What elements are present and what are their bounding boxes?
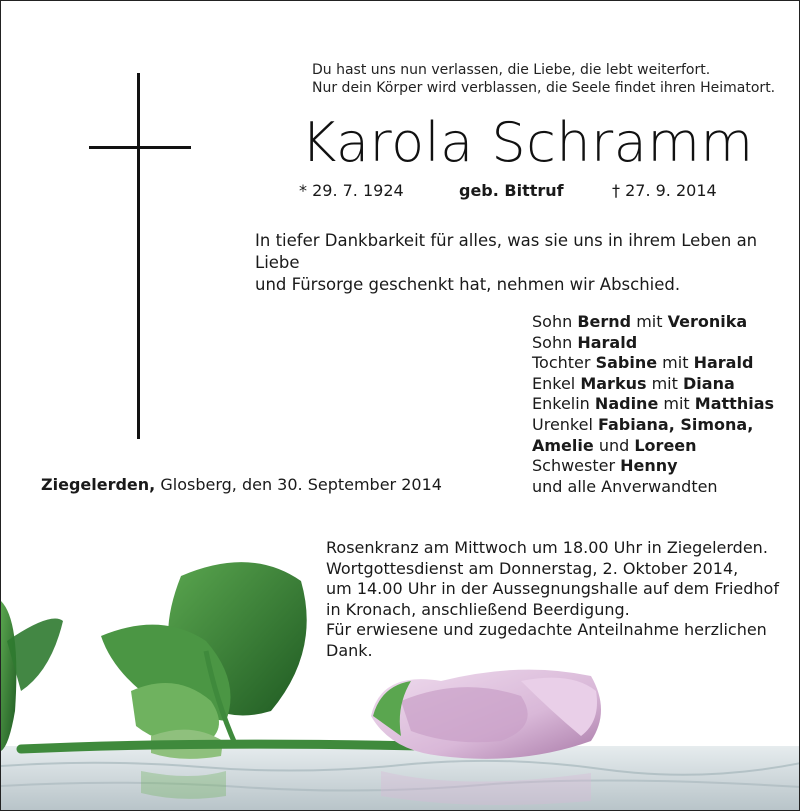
service-line: um 14.00 Uhr in der Aussegnungshalle auf dem Friedhof (326, 579, 779, 599)
family-row: Schwester Henny (532, 456, 678, 476)
place-town: Ziegelerden, (41, 475, 156, 494)
place-date (41, 475, 442, 494)
service-line: Dank. (326, 640, 373, 660)
deceased-name: Karola Schramm (301, 111, 754, 174)
thanks-line: In tiefer Dankbarkeit für alles, was sie uns in ihrem Leben an Liebe (255, 231, 758, 272)
family-row: und alle Anverwandten (532, 476, 718, 496)
family-row: Sohn Bernd mit Veronika (532, 312, 748, 331)
service-line: Rosenkranz am Mittwoch um 18.00 Uhr in Ziegelerden. (326, 538, 768, 557)
thanks-line: und Fürsorge geschenkt hat, nehmen wir Abschied. (255, 275, 681, 294)
death-date: † 27. 9. 2014 (612, 181, 717, 200)
thanks-text (255, 230, 775, 296)
rose-image (1, 541, 800, 811)
family-row: Sohn Harald (532, 332, 638, 352)
service-line: in Kronach, anschließend Beerdigung. (326, 599, 630, 619)
motto (312, 61, 775, 97)
family-row: Urenkel Fabiana, Simona, (532, 414, 754, 434)
cross-icon (137, 73, 140, 439)
family-list (532, 312, 774, 497)
cross-icon-bar (89, 146, 191, 149)
service-line: Für erwiesene und zugedachte Anteilnahme herzlichen (326, 620, 767, 640)
family-row: Enkelin Nadine mit Matthias (532, 394, 775, 414)
family-row: Enkel Markus mit Diana (532, 373, 735, 393)
family-row: Amelie und Loreen (532, 435, 697, 455)
service-line: Wortgottesdienst am Donnerstag, 2. Oktober 2014, (326, 558, 739, 578)
birth-date: * 29. 7. 1924 (299, 181, 404, 200)
maiden-name: geb. Bittruf (459, 181, 564, 200)
place-rest: Glosberg, den 30. September 2014 (160, 475, 442, 494)
family-row: Tochter Sabine mit Harald (532, 353, 754, 373)
motto-line: Nur dein Körper wird verblassen, die Seele findet ihren Heimatort. (312, 80, 776, 96)
motto-line: Du hast uns nun verlassen, die Liebe, die lebt weiterfort. (312, 62, 711, 78)
